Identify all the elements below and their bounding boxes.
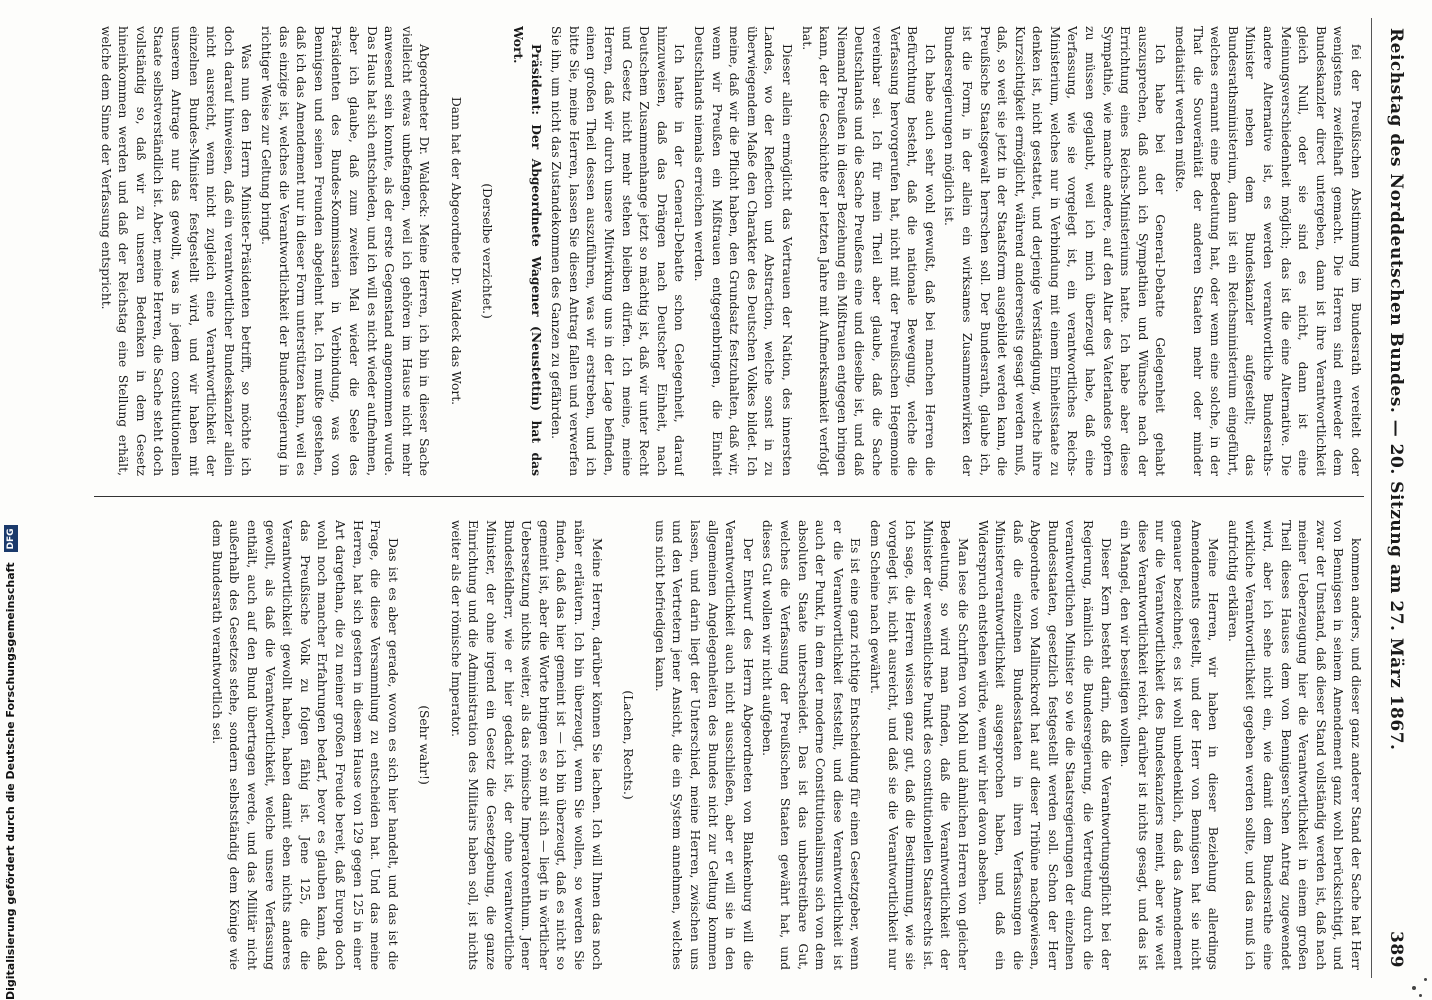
paragraph: Der Entwurf des Herrn Abgeordneten von Blankenburg will die Verantwortlichkeit auch nicht ausschließen, aber er will sie in den allgemeinen Angelegenheiten des Bundes nicht zur Geltung kommen lassen, und darin liegt der Unterschied, meine Herren, zwischen uns und den Vertretern jener Ansicht, die ein System annehmen, welches uns nicht befriedigen kann.	[652, 520, 755, 970]
header-rule	[1371, 18, 1372, 978]
paragraph: Abgeordneter Dr. Waldeck: Meine Herren, ich bin in dieser Sache vielleicht etwas unbefangen, weil ich gehören im Hause nicht mehr anwesend sein konnte, als der erste Gegenstand angenommen wurde. Das Haus hat sich entschieden, und ich will es nicht wieder aufnehmen, aber ich glaube, daß zum zweiten Mal wieder die Seele des Präsidenten des Bundes-Kommissarien in Verbindung, was von Bennigsen und seinen Freunden abgelehnt hat. Ich mußte gestehen, daß ich das Amendement nur in dieser Form unterstützen kann, weil es das einzige ist, welches die Verantwortlichkeit der Bundesregierung in richtiger Weise zur Geltung bringt.	[258, 26, 432, 476]
scan-speck	[1419, 994, 1422, 997]
page-number: 389	[1386, 931, 1406, 968]
stage-direction: (Lachen, Rechts.)	[621, 690, 636, 800]
paragraph: Dieser Kern besteht darin, daß die Verantwortungspflicht bei der Regierung, nämlich die Bundesregierung, die Vertretung durch die verantwortlichen Minister so wie die Staatsregierungen der einzelnen Bundesstaaten, gesetzlich festgestellt werden soll. Schon der Herr Abgeordnete von Mallinckrodt hat auf dieser Tribüne nachgewiesen, daß die einzelnen Bundesstaaten in ihren Verfassungen die Ministerverantwortlichkeit ausgesprochen haben, und daß ein Widerspruch entstehen würde, wenn wir hier davon absehen.	[975, 520, 1113, 970]
stage-direction: (Sehr wahr!)	[417, 705, 432, 785]
paragraph: Das ist es aber gerade, wovon es sich hier handelt, und das ist die Frage, die diese Versammlung zu entscheiden hat. Und das meine Herren, hat sich gestern in diesem Hause von 129 gegen 125 in einer Art dargethan, die zu meiner großen Freude bereit, daß Europa doch wohl noch mancher Erfahrungen bedarf, bevor es glauben kann, daß das Preußische Volk zu folgen fähig ist. Jene 125, die die Verantwortlichkeit gewollt haben, haben damit eben nichts anderes gewollt, als daß die Verantwortlichkeit, welche unsere Verfassung enthält, auch auf den Bund übertragen werde, und das Militär nicht außerhalb des Gesetzes stehe, sondern selbstständig dem Könige wie dem Bundesrath verantwortlich sei.	[209, 520, 400, 970]
paragraph: Meine Herren, darüber können Sie lachen. Ich will Ihnen das noch näher erläutern. Ich bin überzeugt, wenn Sie wollen, so werden Sie finden, daß das hier gemeint ist — ich bin überzeugt, daß es nicht so gemeint ist, aber die Worte bringen es so mit sich — liegt in wörtlicher Uebersetzung nichts weiter, als das römische Imperatorenthum. Jener Bundesfeldherr, wie er hier gedacht ist, der ohne verantwortliche Minister, der ohne irgend ein Gesetz die Gesetzgebung, die ganze Einrichtung und die Administration des Militairs haben soll, ist nichts weiter als der römische Imperator.	[448, 520, 604, 970]
running-head	[1376, 18, 1406, 978]
digitization-credit	[2, 300, 20, 1000]
paragraph: Es ist eine ganz richtige Entscheidung für einen Gesetzgeber, wenn er die Verantwortlichkeit feststellt, und diese Verantwortlichkeit ist auch der Punkt, in dem der moderne Constitutionalismus sich von dem absoluten Staate unterscheidet. Das ist das unbestreitbare Gut, welches die Verfassung der Preußischen Staaten gewährt hat, und dieses Gut wollen wir nicht aufgeben.	[760, 520, 863, 970]
paragraph: Was nun den Herrn Minister-Präsidenten betrifft, so möchte ich doch darauf hinweisen, daß ein verantwortlicher Bundeskanzler allein nicht ausreicht, wenn nicht zugleich eine Verantwortlichkeit der einzelnen Bundes-Minister festgestellt wird, und wir haben mit unserem Antrage nur das gewollt, was in jedem constitutionellen Staate selbstverständlich ist. Aber, meine Herren, die Sache steht doch vollständig so, daß wir zu unseren Bedenken in dem Gesetz hineinkommen werden und daß der Reichstag eine Stellung erhält, welche dem Sinne der Verfassung entspricht.	[98, 26, 254, 476]
paragraph: kommen anders, und dieser ganz anderer Stand der Sache hat Herr von Bennigsen in seinem Amendement ganz wohl berücksichtigt, und zwar der Umstand, daß dieser Stand vollständig werden ist, daß nach meiner Ueberzeugung hier die Verantwortlichkeit in einem großen Theil dieses Hauses dem von Bennigsen'schen Antrag zugewendet wird, aber ich sehe nicht ein, wie damit dem Bundesrathe eine wirkliche Verantwortlichkeit gegeben werden sollte, und das muß ich aufrichtig erklären.	[1225, 520, 1363, 970]
president-statement: Präsident: Der Abgeordnete Wagener (Neustettin) hat das Wort.	[511, 26, 544, 476]
paragraph: Ich habe bei der General-Debatte Gelegenheit gehabt auszusprechen, daß auch ich Sympathien und Wünsche nach der Errichtung eines Reichs-Ministeriums hatte. Ich habe aber diese Sympathie, wie manche andere, auf den Altar des Vaterlandes opfern zu müssen geglaubt, weil ich mich überzeugt habe, daß eine Verfassung, wie sie vorgelegt ist, ein verantwortliches Reichs-Ministerium, welches nur in Verbindung mit einem Einheitsstaate zu denken ist, nicht gestattet, und derjenige Verständigung, welche ihre Kurzsichtigkeit ermöglicht, während andererseits gesagt werden muß, daß, so weit sie jetzt in der Staatsform ausgebildet werden kann, die Preußische Staatsgewalt herrschen soll. Der Bundesrath, glaube ich, ist die Form, in der allein ein wirksames Zusammenwirken der Bundesregierungen möglich ist.	[942, 26, 1168, 476]
scan-speck	[1412, 986, 1416, 990]
scanned-page	[76, 18, 1406, 978]
left-column	[84, 26, 1364, 476]
president-statement: Dann hat der Abgeordnete Dr. Waldeck das Wort.	[448, 96, 463, 406]
credit-text: Digitalisierung gefördert durch die Deutsche Forschungsgemeinschaft	[4, 562, 17, 1000]
paragraph: Man lese die Schriften von Mohl und ähnlichen Herren von gleicher Bedeutung, so wird man finden, daß die Verantwortlichkeit der Minister der wesentlichste Punkt des constitutionellen Staatsrechts ist. Ich sage, die Herren wissen ganz gut, daß die Bestimmung, wie sie vorgelegt ist, nicht ausreicht, und daß sie die Verantwortlichkeit nur dem Scheine nach gewährt.	[867, 520, 970, 970]
stage-direction: (Derselbe verzichtet.)	[480, 183, 495, 319]
paragraph: Ich habe auch sehr wohl gewußt, daß bei manchen Herren die Befürchtung besteht, daß die nationale Bewegung, welche die Verfassung hervorgerufen hat, nicht mit der Preußischen Hegemonie vereinbar sei. Ich für mein Theil aber glaube, daß die Sache Deutschlands und die Sache Preußens eine und dieselbe ist, und daß Niemand Preußen in dieser Beziehung ein Mißtrauen entgegen bringen kann, der die Geschichte der letzten Jahre mit Aufmerksamkeit verfolgt hat.	[799, 26, 937, 476]
page-header-title: Reichstag des Norddeutschen Bundes. — 20. Sitzung am 27. März 1867.	[1386, 28, 1406, 751]
scan-speck	[1424, 978, 1427, 981]
dfg-logo: DFG	[4, 525, 18, 552]
paragraph: Dieser allein ermöglicht das Vertrauen der Nation, des innersten Landes, wo der Reflection und Abstraction, welche sonst in zu überwiegendem Maße den Charakter des Deutschen Volkes bildet. Ich meine, daß wir die Pflicht haben, den Grundsatz festzuhalten, daß wir, wenn wir Preußen ein Mißtrauen entgegenbringen, die Einheit Deutschlands niemals erreichen werden.	[692, 26, 794, 476]
column-rule	[94, 496, 1364, 497]
paragraph: fei der Preußischen Abstimmung im Bundesrath vereitelt oder wenigstens zweifelhaft gemacht. Die Herren sind entweder dem Bundeskanzler direct untergeben, dann ist ihre Verantwortlichkeit gleich Null, oder sie sind es nicht, dann ist eine Meinungsverschiedenheit möglich; das ist die eine Alternative. Die andere Alternative ist, es werden verantwortliche Bundesraths-Minister neben dem Bundeskanzler aufgestellt; das Bundesrathsministerium, dann ist ein Reichsministerium eingeführt, welches ernannt eine Bedeutung hat, oder wenn eine solche, in der That die Souveränität der anderen Staaten mehr oder minder mediatisirt werden müßte.	[1173, 26, 1363, 476]
right-column	[84, 520, 1364, 970]
paragraph: Meine Herren, wir haben in dieser Beziehung allerdings Amendements gestellt, und der Herr von Bennigsen hat sie nicht genauer bezeichnet; es ist wohl unbedenklich, daß das Amendement nur die Verantwortlichkeit des Bundeskanzlers meint, aber wie weit diese Verantwortlichkeit reicht, darüber ist nichts gesagt, und das ist ein Mangel, den wir beseitigen wollten.	[1118, 520, 1221, 970]
paragraph: Ich hatte in der General-Debatte schon Gelegenheit, darauf hinzuweisen, daß das Drängen nach Deutscher Einheit, nach Deutschem Zusammenhange jetzt so mächtig ist, daß wir unter Recht und Gesetz nicht mehr stehen bleiben dürfen. Ich meine, meine Herren, daß wir durch unsere Mitwirkung uns in der Lage befinden, einen großen Theil dessen auszuführen, was wir erstreben, und ich bitte Sie, meine Herren, lassen Sie diesen Antrag fallen und verwerfen Sie ihn, um nicht das Zustandekommen des Ganzen zu gefährden.	[549, 26, 687, 476]
